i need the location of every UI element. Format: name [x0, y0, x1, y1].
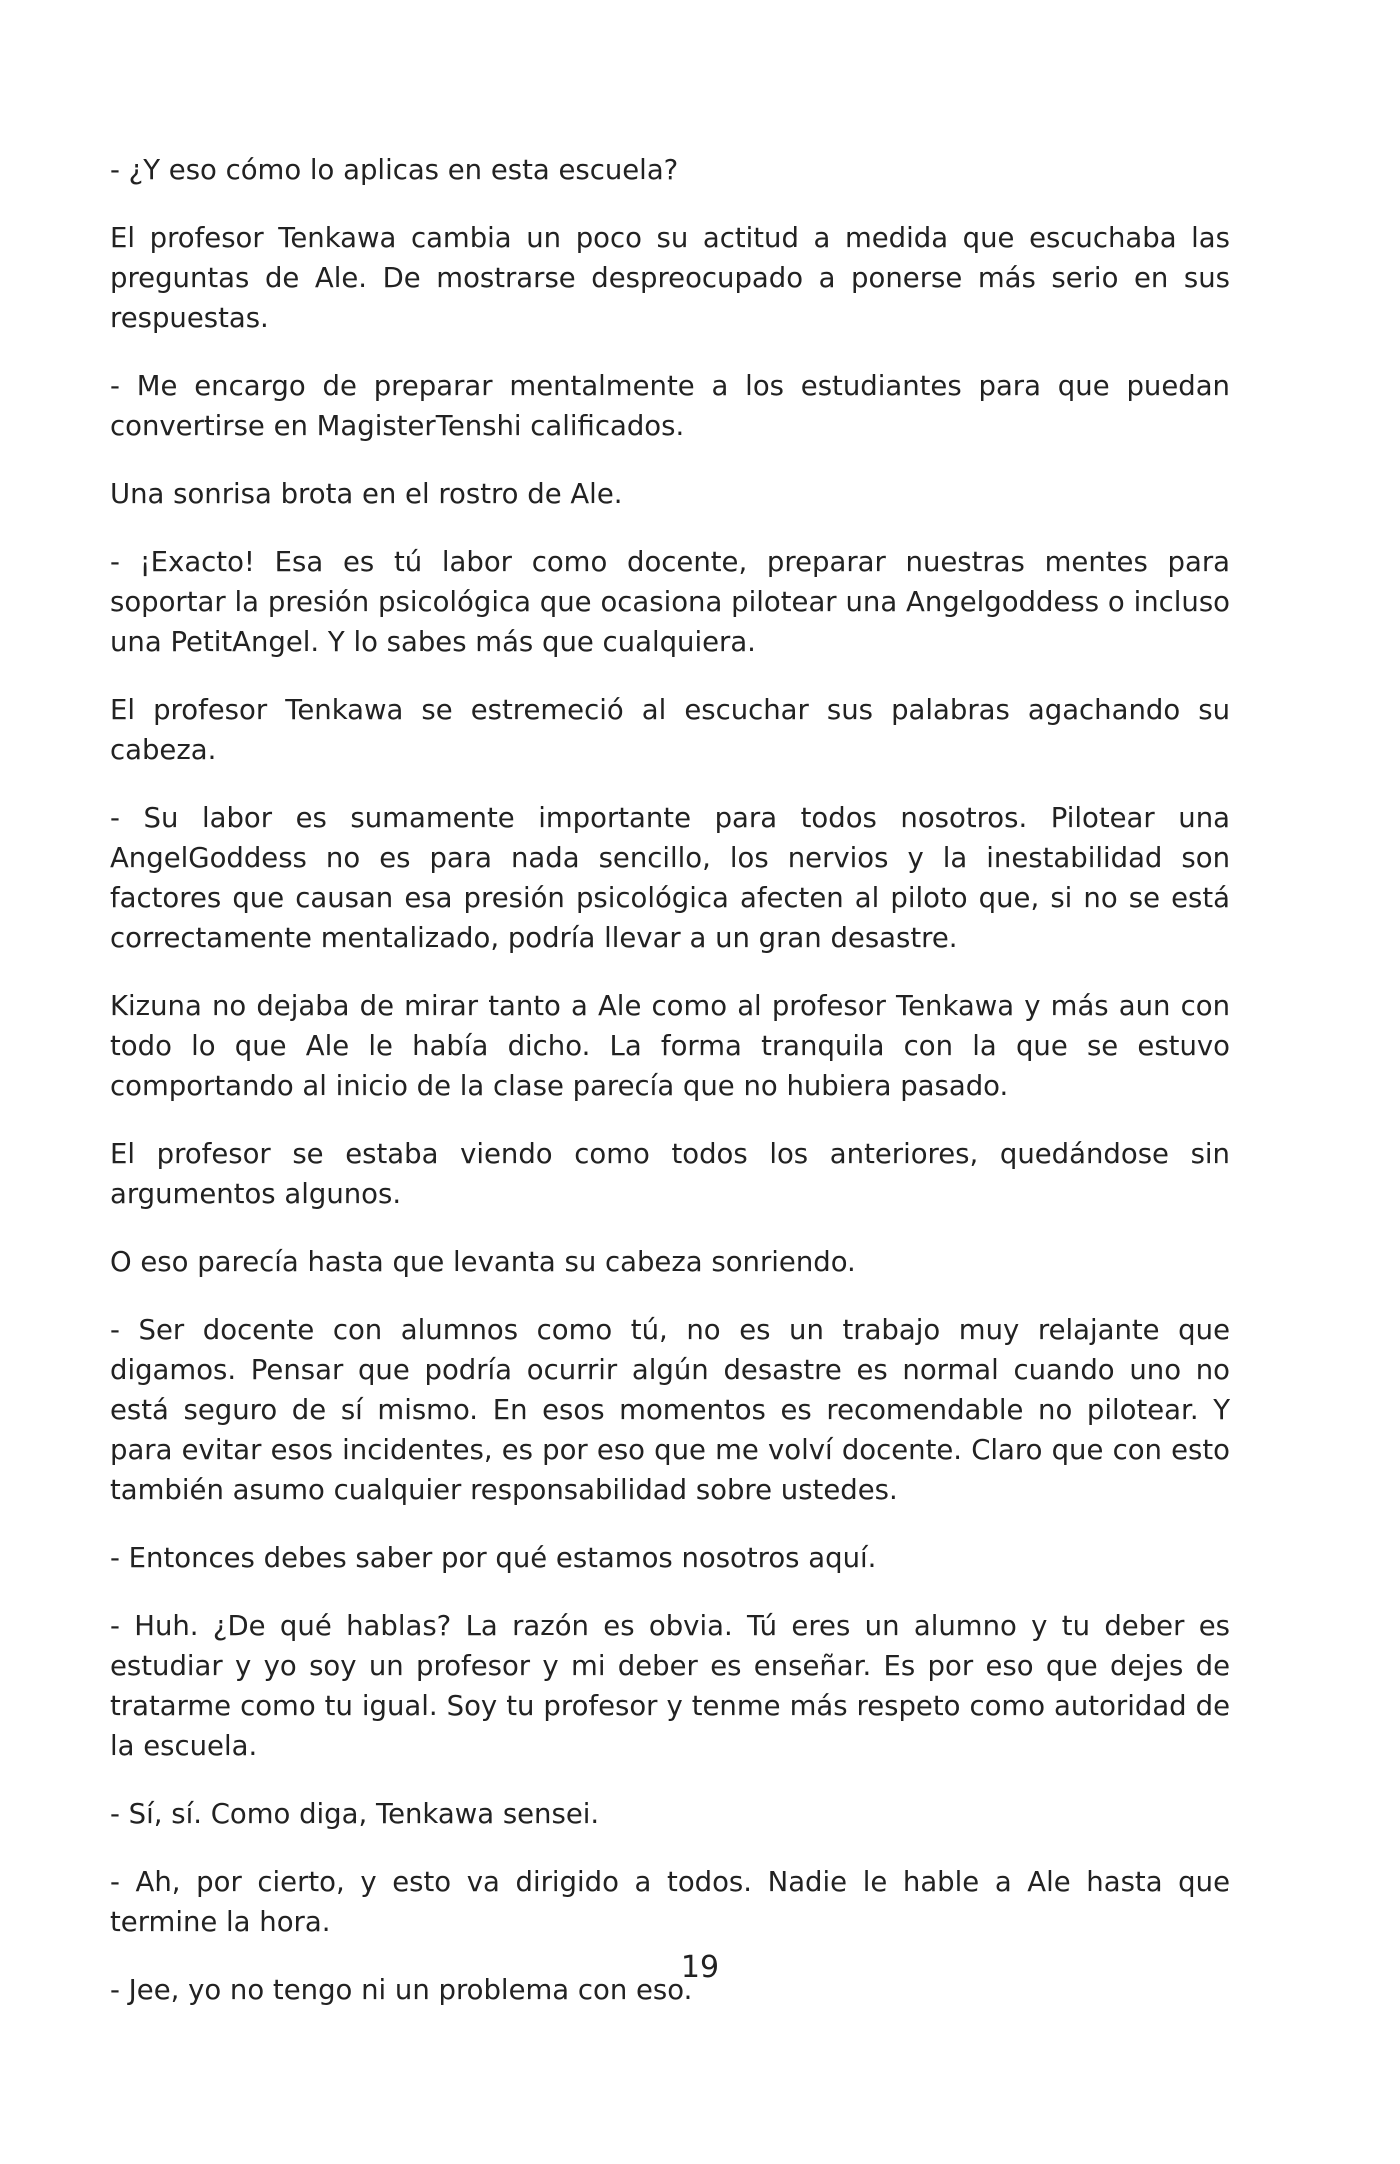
paragraph: - Su labor es sumamente importante para todos nosotros. Pilotear una AngelGoddess no es para nada sencillo, los nervios y la inestabilidad son factores que causan esa presión psicológica afecten al piloto que, si no se está correctamente mentalizado, podría llevar a un gran desastre.	[110, 802, 1230, 954]
paragraph: - Sí, sí. Como diga, Tenkawa sensei.	[110, 1798, 600, 1830]
paragraph: - ¡Exacto! Esa es tú labor como docente, preparar nuestras mentes para soportar la presión psicológica que ocasiona pilotear una Angelgoddess o incluso una PetitAngel. Y lo sabes más que cualquiera.	[110, 546, 1230, 658]
paragraph: - Ah, por cierto, y esto va dirigido a todos. Nadie le hable a Ale hasta que termine la hora.	[110, 1866, 1230, 1938]
paragraph: Kizuna no dejaba de mirar tanto a Ale como al profesor Tenkawa y más aun con todo lo que Ale le había dicho. La forma tranquila con la que se estuvo comportando al inicio de la clase parecía que no hubiera pasado.	[110, 990, 1230, 1102]
paragraph: - ¿Y eso cómo lo aplicas en esta escuela?	[110, 154, 679, 186]
paragraph: - Ser docente con alumnos como tú, no es un trabajo muy relajante que digamos. Pensar que podría ocurrir algún desastre es normal cuando uno no está seguro de sí mismo. En esos momentos es recomendable no pilotear. Y para evitar esos incidentes, es por eso que me volví docente. Claro que con esto también asumo cualquier responsabilidad sobre ustedes.	[110, 1314, 1230, 1506]
paragraph: - Entonces debes saber por qué estamos nosotros aquí.	[110, 1542, 877, 1574]
paragraph: Una sonrisa brota en el rostro de Ale.	[110, 478, 623, 510]
paragraph: O eso parecía hasta que levanta su cabeza sonriendo.	[110, 1246, 856, 1278]
paragraph: - Me encargo de preparar mentalmente a los estudiantes para que puedan convertirse en MagisterTenshi calificados.	[110, 370, 1230, 442]
body-text	[110, 150, 1230, 2038]
paragraph: El profesor Tenkawa se estremeció al escuchar sus palabras agachando su cabeza.	[110, 694, 1230, 766]
page-number: 19	[680, 1950, 720, 1985]
paragraph: - Huh. ¿De qué hablas? La razón es obvia. Tú eres un alumno y tu deber es estudiar y yo soy un profesor y mi deber es enseñar. Es por eso que dejes de tratarme como tu igual. Soy tu profesor y tenme más respeto como autoridad de la escuela.	[110, 1610, 1230, 1762]
paragraph: El profesor Tenkawa cambia un poco su actitud a medida que escuchaba las preguntas de Ale. De mostrarse despreocupado a ponerse más serio en sus respuestas.	[110, 222, 1230, 334]
paragraph: - Jee, yo no tengo ni un problema con eso.	[110, 1974, 693, 2006]
paragraph: El profesor se estaba viendo como todos los anteriores, quedándose sin argumentos algunos.	[110, 1138, 1230, 1210]
